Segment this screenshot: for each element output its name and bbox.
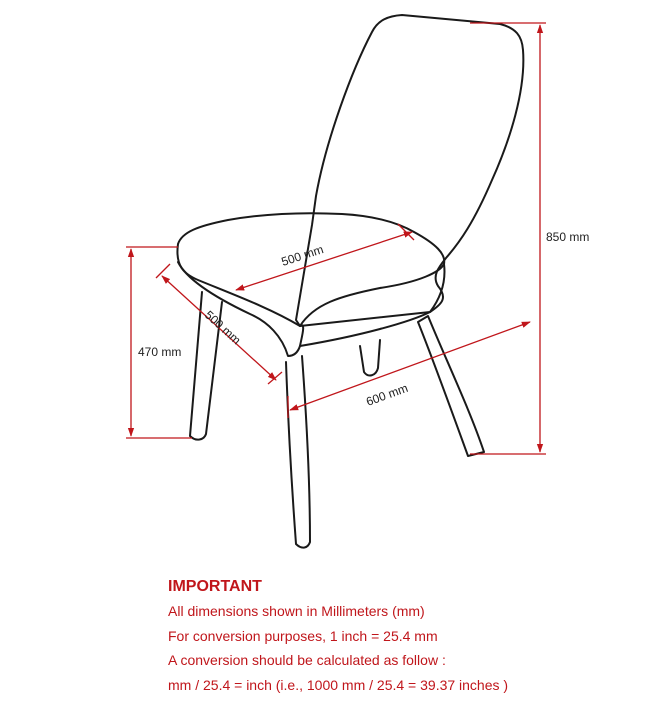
- notes-title: IMPORTANT: [168, 578, 262, 595]
- chair-outline: [177, 15, 523, 548]
- dimension-lines: [126, 23, 546, 454]
- notes-line: mm / 25.4 = inch (i.e., 1000 mm / 25.4 = 39.37 inches ): [168, 676, 509, 693]
- overall-depth-label: 600 mm: [364, 380, 410, 409]
- seat-height-label: 470 mm: [138, 345, 182, 359]
- seat-depth-extension-top: [156, 264, 170, 278]
- chair-leg-rear-right: [418, 316, 484, 456]
- chair-seat-skirt: [178, 262, 303, 356]
- seat-width-label: 500 mm: [279, 242, 326, 269]
- chair-leg-front-center: [286, 356, 310, 548]
- seat-depth-label: 500 mm: [201, 307, 244, 348]
- chair-back: [296, 15, 523, 326]
- notes-line: All dimensions shown in Millimeters (mm): [168, 603, 425, 619]
- depth-dimension-line: [290, 322, 530, 410]
- seat-width-dimension-line: [236, 232, 412, 290]
- height-label: 850 mm: [546, 230, 590, 244]
- notes-line: For conversion purposes, 1 inch = 25.4 mm: [168, 627, 438, 644]
- notes-line: A conversion should be calculated as follow :: [168, 652, 446, 668]
- chair-leg-rear-hidden: [360, 340, 380, 375]
- important-notes: [168, 577, 648, 697]
